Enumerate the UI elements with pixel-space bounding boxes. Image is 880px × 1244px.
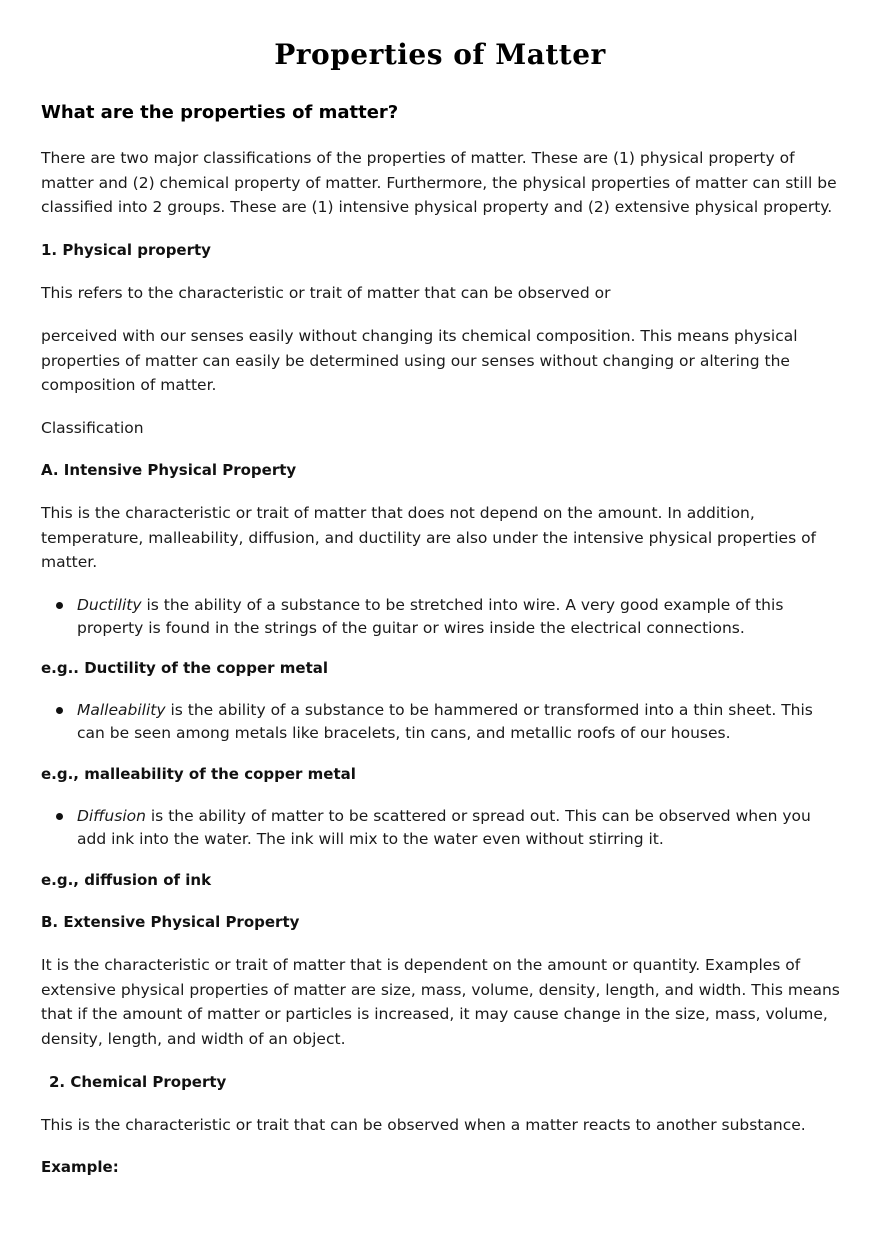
bullet-icon <box>56 707 63 714</box>
chemical-paragraph: This is the characteristic or trait that can be observed when a matter reacts to another substance. <box>41 1116 806 1134</box>
list-item-malleability <box>41 699 821 744</box>
classification-label: Classification <box>41 419 144 437</box>
intensive-paragraph: This is the characteristic or trait of matter that does not depend on the amount. In addition, temperature, malleability, diffusion, and ductility are also under the intensive physical properties of matter. <box>41 504 817 571</box>
example-malleability: e.g., malleability of the copper metal <box>41 765 356 783</box>
intensive-heading: A. Intensive Physical Property <box>41 461 297 479</box>
page-title: Properties of Matter <box>274 38 606 71</box>
definition-ductility: is the ability of a substance to be stretched into wire. A very good example of this property is found in the strings of the guitar or wires inside the electrical connections. <box>77 596 784 637</box>
list-item-ductility <box>41 594 821 639</box>
term-diffusion: Diffusion <box>77 807 146 825</box>
physical-line-1: This refers to the characteristic or trait of matter that can be observed or <box>41 284 611 302</box>
term-malleability: Malleability <box>77 701 166 719</box>
intro-paragraph: There are two major classifications of the properties of matter. These are (1) physical property of matter and (2) chemical property of matter. Furthermore, the physical properties of matter can still be classified into 2 groups. These are (1) intensive physical property and (2) extensive physical property. <box>41 149 837 216</box>
chemical-property-heading: 2. Chemical Property <box>49 1073 227 1091</box>
definition-diffusion: is the ability of matter to be scattered or spread out. This can be observed when you add ink into the water. The ink will mix to the water even without stirring it. <box>77 807 811 848</box>
physical-property-heading: 1. Physical property <box>41 241 211 259</box>
example-label: Example: <box>41 1158 119 1176</box>
extensive-heading: B. Extensive Physical Property <box>41 913 300 931</box>
extensive-paragraph: It is the characteristic or trait of matter that is dependent on the amount or quantity. Examples of extensive physical properties of matter are size, mass, volume, density, length, and width. This means that if the amount of matter or particles is increased, it may cause change in the size, mass, volume, density, length, and width of an object. <box>41 956 840 1048</box>
bullet-icon <box>56 602 63 609</box>
example-diffusion: e.g., diffusion of ink <box>41 871 212 889</box>
example-ductility: e.g.. Ductility of the copper metal <box>41 659 329 677</box>
physical-paragraph: perceived with our senses easily without changing its chemical composition. This means physical properties of matter can easily be determined using our senses without changing or altering the composition of matter. <box>41 327 798 394</box>
term-ductility: Ductility <box>77 596 142 614</box>
list-item-diffusion <box>41 805 821 850</box>
section-subtitle: What are the properties of matter? <box>41 102 399 123</box>
definition-malleability: is the ability of a substance to be hammered or transformed into a thin sheet. This can be seen among metals like bracelets, tin cans, and metallic roofs of our houses. <box>77 701 813 742</box>
bullet-icon <box>56 813 63 820</box>
